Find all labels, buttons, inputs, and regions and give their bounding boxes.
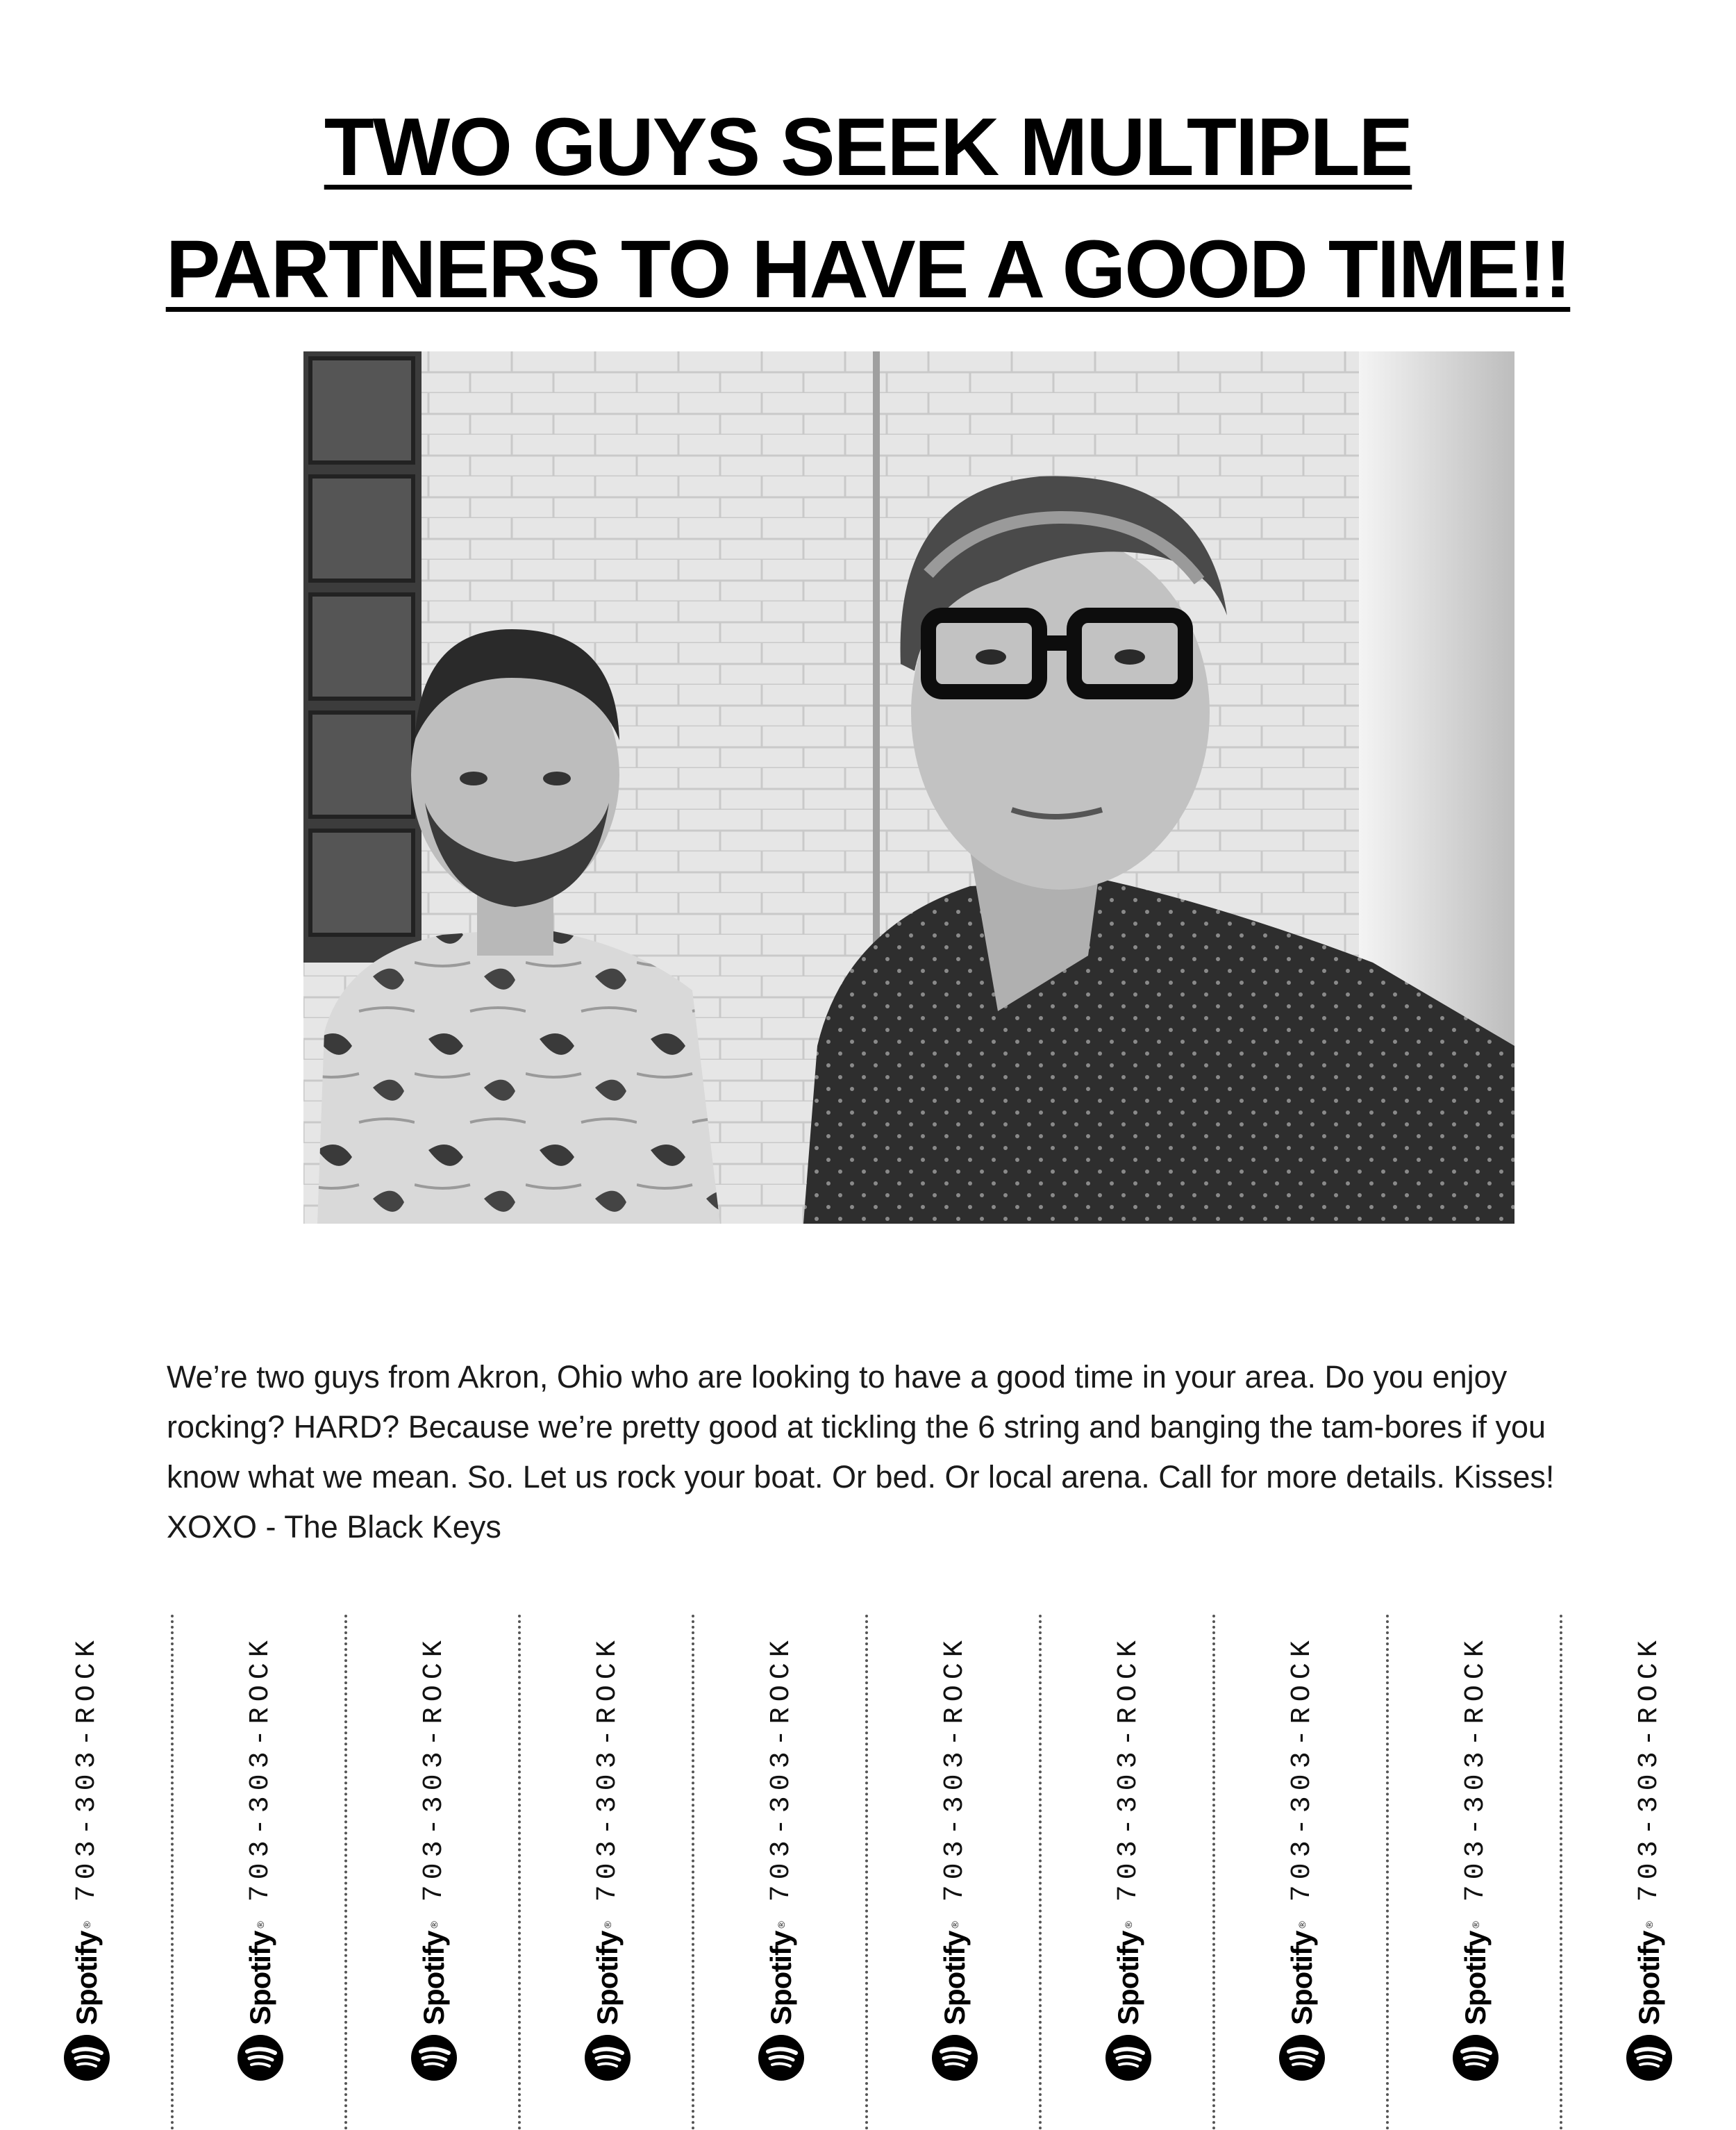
spotify-logo-icon (585, 2035, 631, 2081)
tab-phone-number: 703-303-ROCK (1460, 1635, 1492, 1902)
spotify-logo-icon (1453, 2035, 1499, 2081)
flyer-body-text: We’re two guys from Akron, Ohio who are looking to have a good time in your area. Do you enjoy rocking? HARD? Because we’re pretty good at tickling the 6 string and banging the tam-bores if you know what we mean. So. Let us rock your boat. Or bed. Or local arena. Call for more details. Kisses! XOXO - The Black Keys (167, 1359, 1555, 1545)
tab-phone-number: 703-303-ROCK (1286, 1635, 1318, 1902)
spotify-wordmark: Spotify (1112, 1931, 1144, 2025)
spotify-wordmark: Spotify (244, 1931, 276, 2025)
spotify-wordmark: Spotify (1633, 1931, 1665, 2025)
tear-off-tab[interactable] (694, 1615, 868, 2130)
tab-content (924, 1635, 986, 2081)
tab-phone-number: 703-303-ROCK (244, 1635, 276, 1902)
flyer-headline (0, 86, 1736, 331)
tab-phone-number: 703-303-ROCK (71, 1635, 103, 1902)
tab-content (576, 1635, 639, 2081)
registered-mark: ® (776, 1921, 787, 1929)
band-photo (303, 351, 1514, 1224)
tab-content (229, 1635, 292, 2081)
tear-off-tab[interactable] (1562, 1615, 1736, 2130)
tab-phone-number: 703-303-ROCK (765, 1635, 797, 1902)
tear-off-tab[interactable] (1215, 1615, 1389, 2130)
spotify-logo-icon (1279, 2035, 1325, 2081)
spotify-wordmark: Spotify (938, 1931, 971, 2025)
tear-off-tab[interactable] (0, 1615, 174, 2130)
registered-mark: ® (81, 1921, 92, 1929)
tab-phone-number: 703-303-ROCK (1112, 1635, 1144, 1902)
spotify-wordmark: Spotify (1459, 1931, 1492, 2025)
tear-off-tab[interactable] (347, 1615, 521, 2130)
tear-off-tab[interactable] (174, 1615, 347, 2130)
tab-content (1271, 1635, 1333, 2081)
spotify-logo-icon (411, 2035, 457, 2081)
tab-content (1097, 1635, 1160, 2081)
headline-line-2: PARTNERS TO HAVE A GOOD TIME!! (165, 224, 1571, 316)
registered-mark: ® (428, 1921, 440, 1929)
spotify-wordmark: Spotify (591, 1931, 624, 2025)
tab-content (56, 1635, 118, 2081)
spotify-logo-icon (64, 2035, 110, 2081)
spotify-wordmark: Spotify (1285, 1931, 1318, 2025)
spotify-wordmark: Spotify (765, 1931, 797, 2025)
tab-phone-number: 703-303-ROCK (1633, 1635, 1665, 1902)
spotify-logo-icon (237, 2035, 283, 2081)
tab-phone-number: 703-303-ROCK (418, 1635, 450, 1902)
registered-mark: ® (949, 1921, 960, 1929)
headline-line-1: TWO GUYS SEEK MULTIPLE (324, 101, 1412, 194)
spotify-logo-icon (1626, 2035, 1672, 2081)
registered-mark: ® (1644, 1921, 1655, 1929)
spotify-logo-icon (1105, 2035, 1151, 2081)
tab-content (750, 1635, 812, 2081)
tear-off-tab[interactable] (521, 1615, 694, 2130)
tab-content (1618, 1635, 1680, 2081)
spotify-logo-icon (932, 2035, 978, 2081)
tab-phone-number: 703-303-ROCK (592, 1635, 624, 1902)
registered-mark: ® (602, 1921, 613, 1929)
registered-mark: ® (1296, 1921, 1308, 1929)
spotify-logo-icon (758, 2035, 804, 2081)
registered-mark: ® (1123, 1921, 1134, 1929)
registered-mark: ® (255, 1921, 266, 1929)
tear-off-tab[interactable] (1042, 1615, 1215, 2130)
spotify-wordmark: Spotify (70, 1931, 103, 2025)
tear-off-tabs (0, 1615, 1736, 2130)
tab-phone-number: 703-303-ROCK (939, 1635, 971, 1902)
tab-content (403, 1635, 465, 2081)
registered-mark: ® (1470, 1921, 1481, 1929)
tear-off-tab[interactable] (1389, 1615, 1562, 2130)
spotify-wordmark: Spotify (417, 1931, 450, 2025)
tear-off-tab[interactable] (868, 1615, 1042, 2130)
tab-content (1444, 1635, 1507, 2081)
